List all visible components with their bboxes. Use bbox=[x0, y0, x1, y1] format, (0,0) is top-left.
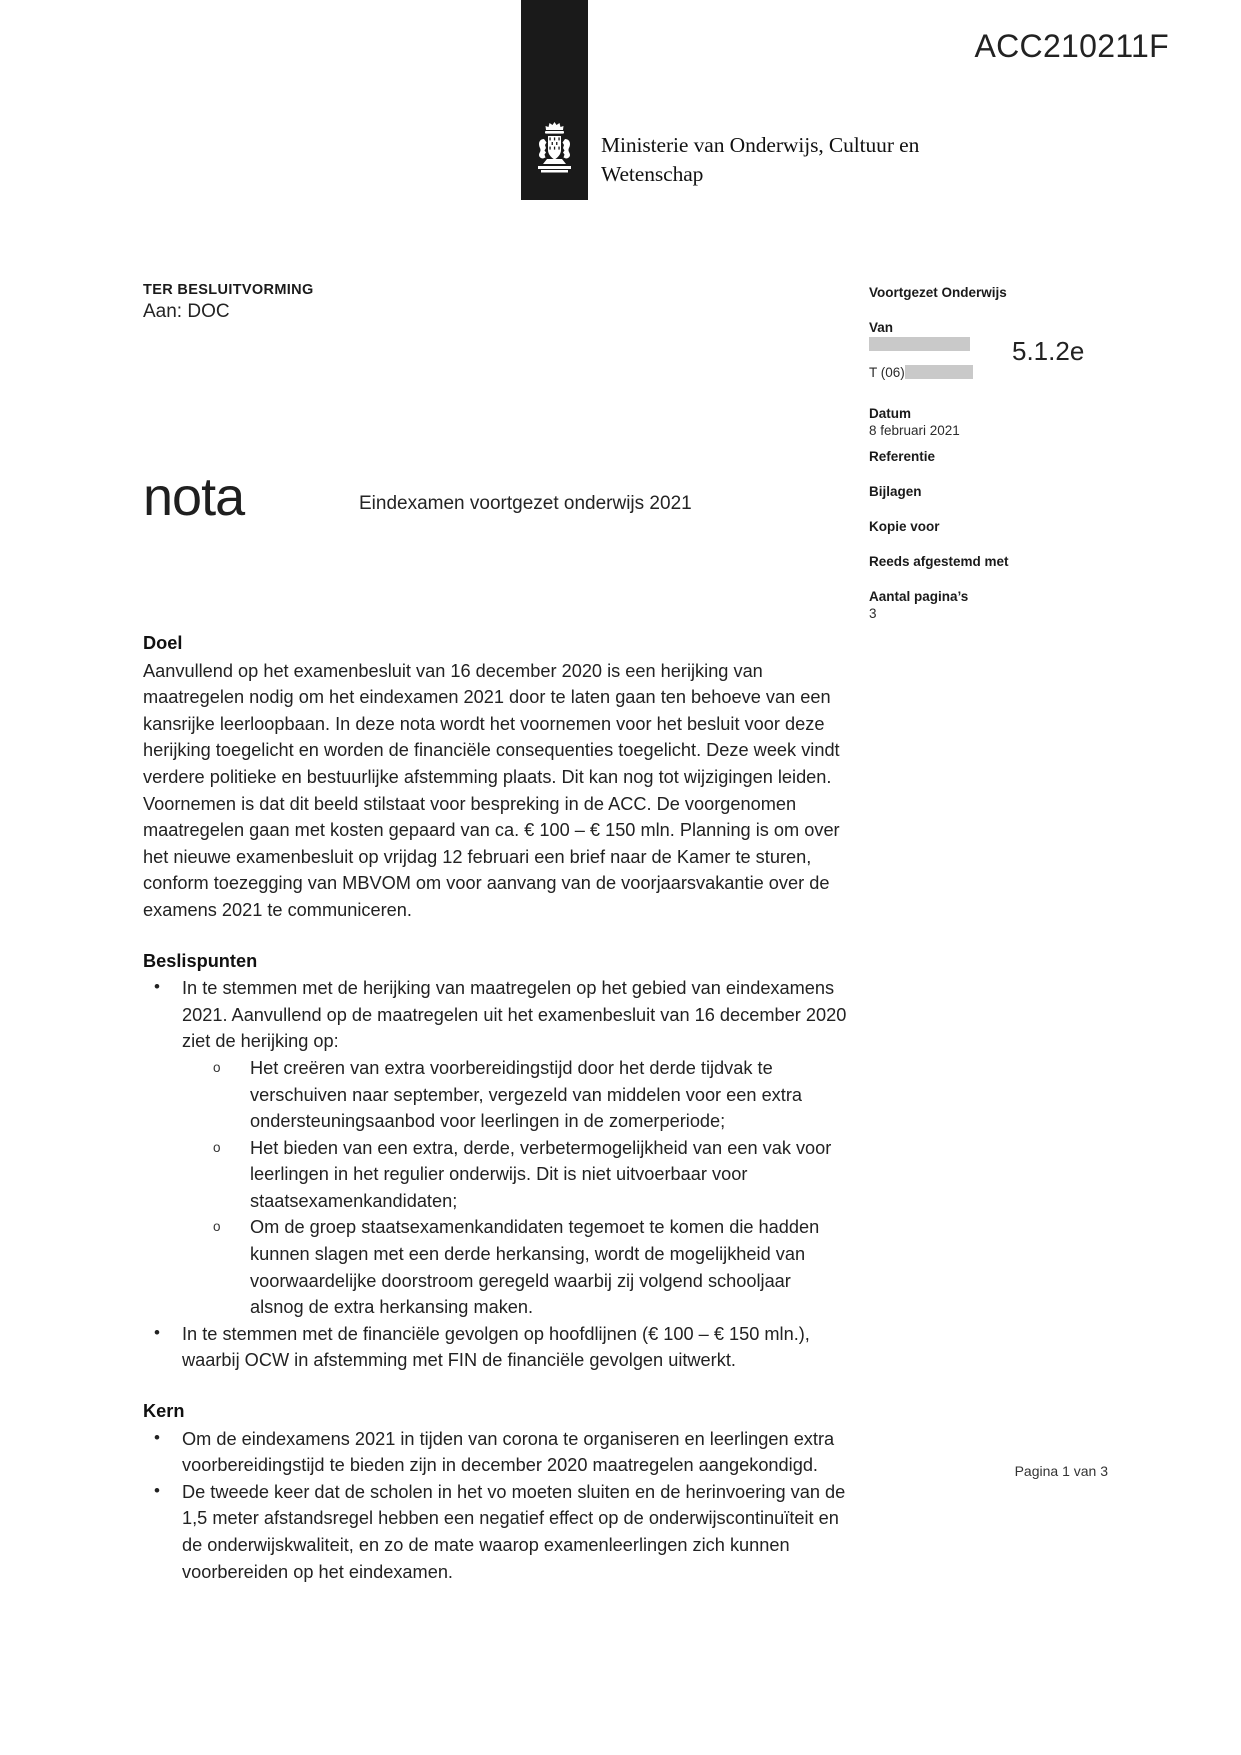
kern-list bbox=[143, 1426, 849, 1586]
meta-referentie-label: Referentie bbox=[869, 449, 936, 464]
meta-spacer bbox=[869, 535, 1049, 553]
beslispunt-1-sub-3: Om de groep staatsexamenkandidaten tegemoet te komen die hadden kunnen slagen met een derde herkansing, wordt de mogelijkheid van voorwaardelijke doorstroom geregeld waarbij zij volgend schooljaar alsnog de extra herkansing maken. bbox=[250, 1217, 820, 1318]
meta-aantal-paginas-value: 3 bbox=[869, 606, 877, 621]
kern-item-2: De tweede keer dat de scholen in het vo moeten sluiten en de herinvoering van de 1,5 meter afstandsregel hebben een negatief effect op de onderwijscontinuïteit en de onderwijskwaliteit, en zo de mate waarop examenleerlingen zich kunnen voorbereiden op het eindexamen. bbox=[182, 1481, 846, 1582]
meta-referentie bbox=[869, 448, 1049, 465]
ministry-name-line1: Ministerie van Onderwijs, Cultuur en bbox=[601, 133, 920, 157]
meta-datum bbox=[869, 405, 1049, 439]
meta-aantal-paginas bbox=[869, 588, 1049, 622]
beslispunten-sublist bbox=[182, 1055, 849, 1321]
beslispunt-1-sub-2: Het bieden van een extra, derde, verbetermogelijkheid van een vak voor leerlingen in het regulier onderwijs. Dit is niet uitvoerbaar voor staatsexamenkandidaten; bbox=[250, 1137, 832, 1211]
recipient-line: Aan: DOC bbox=[143, 301, 230, 322]
beslispunt-1-sub-1: Het creëren van extra voorbereidingstijd door het derde tijdvak te verschuiven naar september, vergezeld van middelen voor een extra ondersteuningsaanbod voor leerlingen in de zomerperiode; bbox=[250, 1057, 803, 1132]
list-item bbox=[143, 975, 849, 1321]
meta-bijlagen-label: Bijlagen bbox=[869, 484, 922, 499]
netherlands-coat-of-arms-icon bbox=[527, 120, 582, 182]
meta-reeds-afgestemd-label: Reeds afgestemd met bbox=[869, 554, 1009, 569]
redaction-bar-name bbox=[869, 337, 970, 351]
meta-datum-label: Datum bbox=[869, 406, 912, 421]
page-footer: Pagina 1 van 3 bbox=[1014, 1463, 1108, 1479]
meta-kopie-voor-label: Kopie voor bbox=[869, 519, 940, 534]
list-item bbox=[182, 1135, 849, 1215]
meta-spacer bbox=[869, 465, 1049, 483]
letterhead bbox=[0, 0, 1241, 210]
document-code: ACC210211F bbox=[974, 28, 1169, 64]
meta-van-label: Van bbox=[869, 320, 894, 335]
beslispunt-2-text: In te stemmen met de financiële gevolgen op hoofdlijnen (€ 100 – € 150 mln.), waarbij OCW in afstemming met FIN de financiële gevolgen uitwerkt. bbox=[182, 1323, 810, 1371]
addressing-block bbox=[143, 282, 663, 323]
metadata-sidebar bbox=[869, 284, 1049, 622]
redaction-reference-marker: 5.1.2e bbox=[1012, 336, 1085, 366]
meta-spacer bbox=[869, 439, 1049, 448]
meta-department bbox=[869, 284, 1049, 301]
document-title-block bbox=[143, 468, 843, 528]
meta-bijlagen bbox=[869, 483, 1049, 500]
page-title: nota bbox=[143, 467, 245, 527]
meta-reeds-afgestemd bbox=[869, 553, 1049, 570]
document-body bbox=[143, 630, 849, 1585]
meta-department-label: Voortgezet Onderwijs bbox=[869, 285, 1007, 300]
doel-paragraph: Aanvullend op het examenbesluit van 16 december 2020 is een herijking van maatregelen nodig om het eindexamen 2021 door te laten gaan ten behoeve van een kansrijke leerloopbaan. In deze nota wordt het voornemen voor het besluit voor deze herijking toegelicht en worden de financiële consequenties toegelicht. Deze week vindt verdere politieke en bestuurlijke afstemming plaats. Dit kan nog tot wijzigingen leiden. Voornemen is dat dit beeld stilstaat voor bespreking in de ACC. De voorgenomen maatregelen gaan met kosten gepaard van ca. € 100 – € 150 mln. Planning is om over het nieuwe examenbesluit op vrijdag 12 februari een brief naar de Kamer te sturen, conform toezegging van MBVOM om voor aanvang van de voorjaarsvakantie over de examens 2021 te communiceren. bbox=[143, 660, 840, 920]
ministry-name-line2: Wetenschap bbox=[601, 162, 704, 186]
section-spacer bbox=[143, 924, 849, 948]
list-item bbox=[182, 1214, 849, 1320]
meta-datum-value: 8 februari 2021 bbox=[869, 423, 960, 438]
section-spacer bbox=[143, 1374, 849, 1398]
beslispunt-1-text: In te stemmen met de herijking van maatregelen op het gebied van eindexamens 2021. Aanvullend op de maatregelen uit het examenbesluit van 16 december 2020 ziet de herijking op: bbox=[182, 978, 847, 1052]
section-heading-doel: Doel bbox=[143, 633, 183, 653]
list-item bbox=[143, 1479, 849, 1585]
meta-spacer bbox=[869, 381, 1049, 405]
kern-item-1: Om de eindexamens 2021 in tijden van corona te organiseren en leerlingen extra voorbereidingstijd te bieden zijn in december 2020 maatregelen aangekondigd. bbox=[182, 1428, 835, 1476]
meta-spacer bbox=[869, 301, 1049, 319]
list-item bbox=[182, 1055, 849, 1135]
redaction-bar-phone bbox=[905, 365, 973, 379]
meta-spacer bbox=[869, 500, 1049, 518]
list-item bbox=[143, 1321, 849, 1374]
meta-kopie-voor bbox=[869, 518, 1049, 535]
section-heading-beslispunten: Beslispunten bbox=[143, 950, 258, 971]
meta-aantal-paginas-label: Aantal pagina’s bbox=[869, 589, 969, 604]
section-heading-kern: Kern bbox=[143, 1401, 185, 1422]
ministry-name bbox=[601, 131, 1021, 189]
meta-phone-label: T (06) bbox=[869, 365, 905, 380]
decision-kicker: TER BESLUITVORMING bbox=[143, 282, 314, 298]
document-subject: Eindexamen voortgezet onderwijs 2021 bbox=[359, 493, 692, 514]
meta-spacer bbox=[869, 570, 1049, 588]
beslispunten-list bbox=[143, 975, 849, 1374]
